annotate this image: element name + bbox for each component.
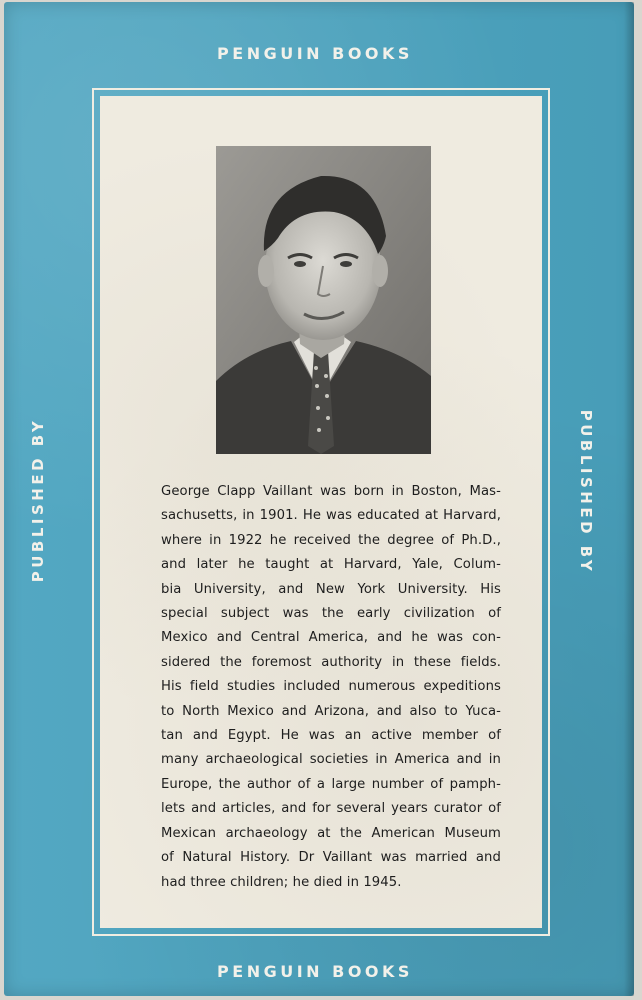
side-label-left: PUBLISHED BY	[29, 417, 47, 583]
side-label-right: PUBLISHED BY	[577, 409, 595, 575]
bio-line: Mexico and Central America, and he was con-	[161, 630, 501, 646]
author-portrait-photo	[216, 146, 431, 454]
bio-line: and later he taught at Harvard, Yale, Colum-	[161, 557, 501, 573]
bio-line: sachusetts, in 1901. He was educated at Harvard,	[161, 508, 501, 524]
bio-line: where in 1922 he received the degree of Ph.D.,	[161, 532, 501, 548]
bio-line: Europe, the author of a large number of pamph-	[161, 776, 501, 792]
bio-line: bia University, and New York University. His	[161, 581, 501, 597]
bio-line: to North Mexico and Arizona, and also to Yuca-	[161, 703, 501, 719]
author-biography	[161, 480, 501, 895]
bio-line: many archaeological societies in America and in	[161, 752, 501, 768]
bio-line: had three children; he died in 1945.	[161, 874, 402, 890]
cover-edge-shadow	[624, 2, 634, 996]
bio-line: Mexican archaeology at the American Museum	[161, 825, 501, 841]
bio-line: tan and Egypt. He was an active member of	[161, 728, 501, 744]
bio-line: His field studies included numerous expeditions	[161, 679, 501, 695]
bio-line: special subject was the early civilization of	[161, 606, 501, 622]
bio-line: of Natural History. Dr Vaillant was married and	[161, 850, 501, 866]
publisher-header: PENGUIN BOOKS	[217, 44, 413, 63]
publisher-footer: PENGUIN BOOKS	[217, 962, 413, 981]
bio-line: George Clapp Vaillant was born in Boston, Mas-	[161, 484, 501, 499]
bio-line: sidered the foremost authority in these fields.	[161, 654, 501, 670]
bio-line: lets and articles, and for several years curator of	[161, 801, 501, 817]
